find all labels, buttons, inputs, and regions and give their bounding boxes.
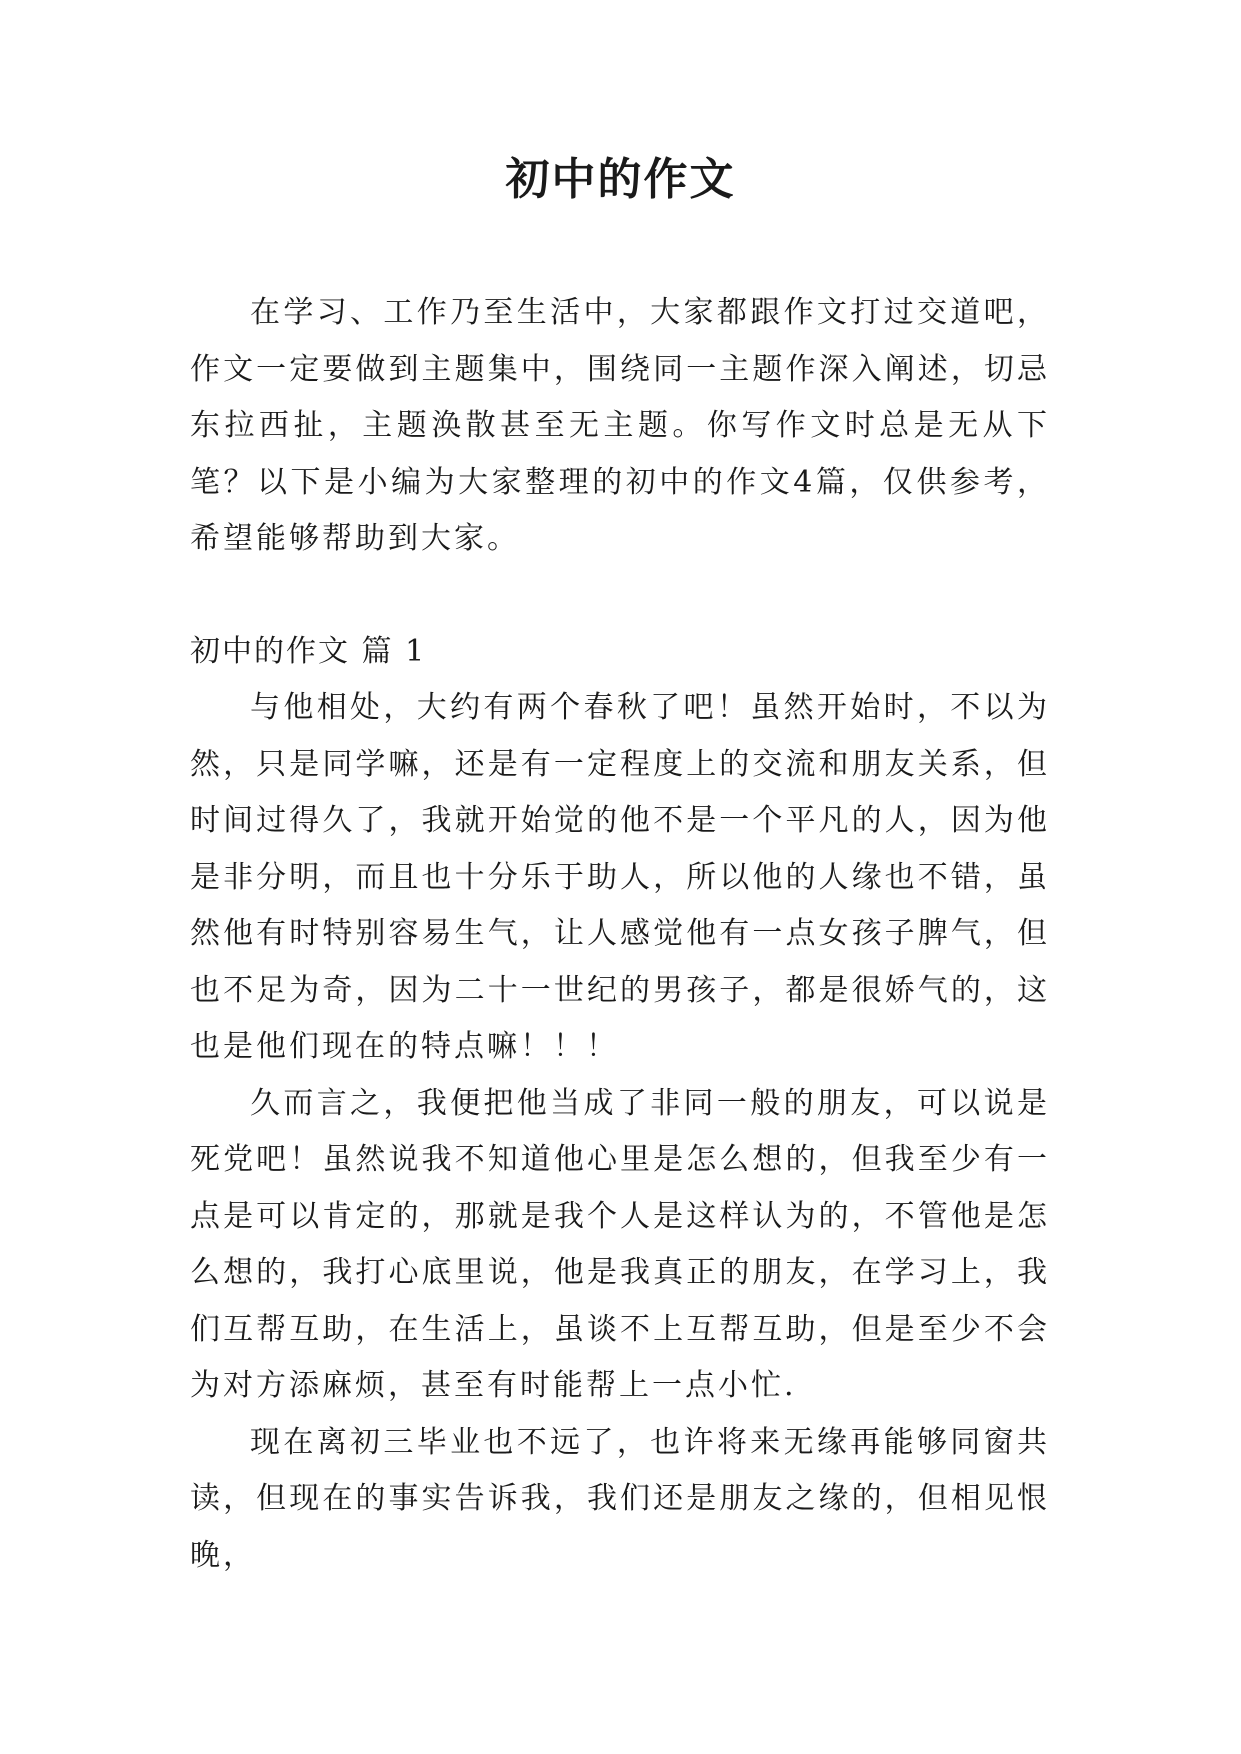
- document-title: 初中的作文: [505, 154, 736, 205]
- body-paragraph-1: 与他相处，大约有两个春秋了吧！虽然开始时，不以为然，只是同学嘛，还是有一定程度上的交流和朋友关系，但时间过得久了，我就开始觉的他不是一个平凡的人，因为他是非分明，而且也十分乐于助人，所以他的人缘也不错，虽然他有时特别容易生气，让人感觉他有一点女孩子脾气，但也不足为奇，因为二十一世纪的男孩子，都是很娇气的，这也是他们现在的特点嘛！！！: [190, 690, 1050, 1064]
- document-body: [190, 285, 1050, 1584]
- body-paragraph-3: 现在离初三毕业也不远了，也许将来无缘再能够同窗共读，但现在的事实告诉我，我们还是朋友之缘的，但相见恨晚，: [190, 1424, 1050, 1573]
- intro-paragraph: 在学习、工作乃至生活中，大家都跟作文打过交道吧，作文一定要做到主题集中，围绕同一主题作深入阐述，切忌东拉西扯，主题涣散甚至无主题。你写作文时总是无从下笔？以下是小编为大家整理的初中的作文4篇，仅供参考，希望能够帮助到大家。: [190, 295, 1050, 556]
- body-paragraph-2: 久而言之，我便把他当成了非同一般的朋友，可以说是死党吧！虽然说我不知道他心里是怎么想的，但我至少有一点是可以肯定的，那就是我个人是这样认为的，不管他是怎么想的，我打心底里说，他是我真正的朋友，在学习上，我们互帮互助，在生活上，虽谈不上互帮互助，但是至少不会为对方添麻烦，甚至有时能帮上一点小忙.: [190, 1085, 1050, 1403]
- section-heading: 初中的作文 篇 1: [190, 633, 427, 669]
